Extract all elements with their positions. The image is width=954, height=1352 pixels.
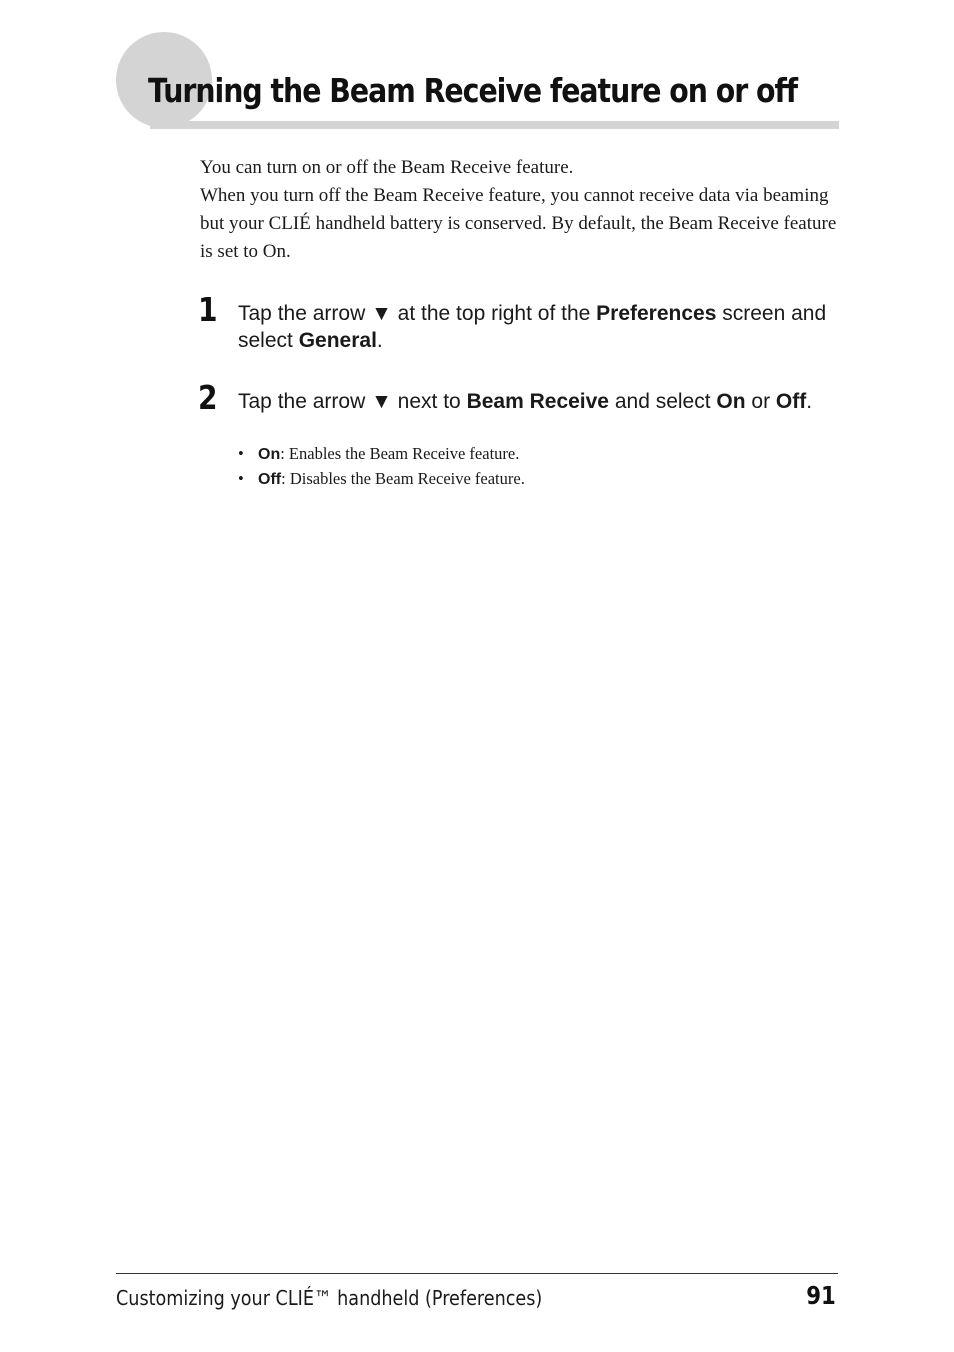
option-list (238, 442, 838, 492)
option-description: : Disables the Beam Receive feature. (281, 469, 525, 488)
bullet-icon: • (238, 469, 244, 488)
option-term-on: On (258, 446, 281, 463)
step-1-text (238, 300, 838, 354)
page-number: 91 (806, 1281, 836, 1310)
on-term: On (716, 390, 746, 413)
preferences-term: Preferences (596, 302, 717, 325)
page-title: Turning the Beam Receive feature on or off (148, 71, 798, 110)
step-1-text-part: screen and select (238, 302, 827, 352)
intro-line-1: You can turn on or off the Beam Receive feature. (200, 157, 574, 178)
step-2-text (238, 388, 838, 415)
step-2-text-part: . (806, 390, 813, 413)
step-2-number: 2 (198, 378, 218, 417)
intro-paragraph (200, 154, 840, 266)
footer-divider (116, 1273, 838, 1274)
option-description: : Enables the Beam Receive feature. (280, 444, 520, 463)
bullet-icon: • (238, 444, 244, 463)
step-2-text-part: or (745, 390, 776, 413)
beam-receive-term: Beam Receive (466, 390, 609, 413)
option-term-off: Off (258, 471, 282, 488)
list-item (238, 442, 838, 467)
title-underline-bar (150, 121, 839, 129)
step-2-text-part: and select (609, 390, 717, 413)
list-item (238, 467, 838, 492)
step-1-number: 1 (198, 290, 218, 329)
footer-section-title: Customizing your CLIÉ™ handheld (Preferences) (116, 1286, 543, 1310)
step-1-text-part: Tap the arrow ▼ at the top right of the (238, 302, 597, 325)
general-term: General (298, 329, 377, 352)
step-2-text-part: Tap the arrow ▼ next to (238, 390, 467, 413)
intro-line-2: When you turn off the Beam Receive feature, you cannot receive data via beaming but your CLIÉ handheld battery is conserved. By default, the Beam Receive feature is set to On. (200, 185, 837, 262)
off-term: Off (775, 390, 807, 413)
step-1-text-part: . (376, 329, 383, 352)
